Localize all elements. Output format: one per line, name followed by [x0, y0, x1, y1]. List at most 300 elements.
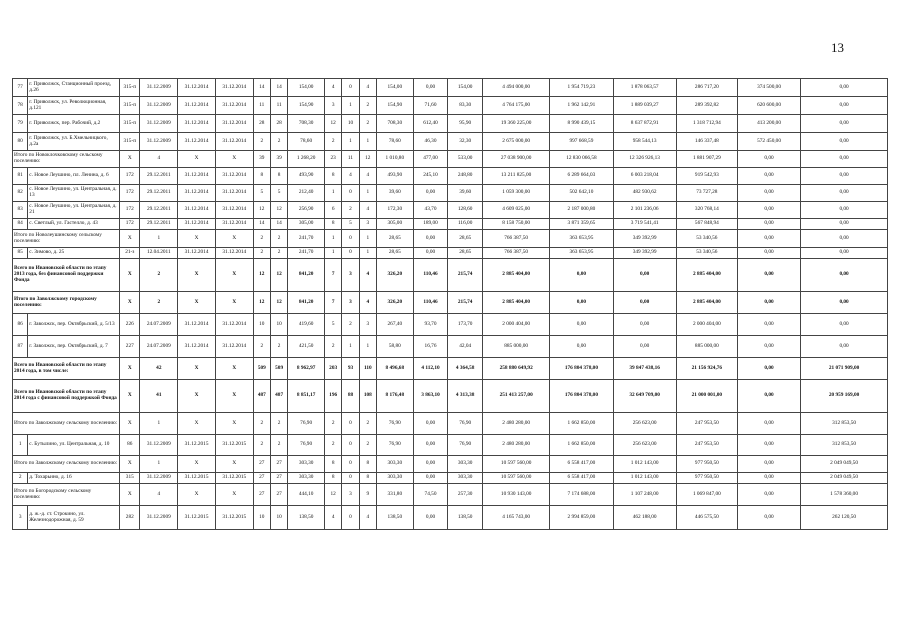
- table-cell: 176 804 378,00: [550, 380, 613, 413]
- total-row: [13, 358, 888, 380]
- table-cell: 572 450,00: [737, 133, 800, 151]
- table-cell: 31.12.2014: [215, 314, 253, 336]
- table-cell: 958 544,13: [613, 133, 676, 151]
- table-cell: д. ж.-д. ст. Строкино, ул. Железнодорожная, д. 59: [28, 506, 120, 530]
- table-row: [13, 336, 888, 358]
- table-cell: 138,50: [448, 506, 483, 530]
- table-cell: 31.12.2014: [215, 202, 253, 219]
- table-cell: 567 848,94: [676, 219, 737, 230]
- table-cell: 78,60: [376, 133, 413, 151]
- table-cell: 28: [270, 115, 287, 133]
- table-cell: 31.12.2015: [215, 435, 253, 456]
- table-cell: 0,00: [413, 79, 448, 97]
- table-cell: 13 211 825,00: [483, 168, 550, 185]
- table-cell: 87: [13, 336, 28, 358]
- table-row: [13, 219, 888, 230]
- table-cell: 21-з: [120, 248, 140, 259]
- table-cell: 12.04.2011: [140, 248, 178, 259]
- table-cell: 88: [342, 380, 359, 413]
- table-cell: 286 717,20: [676, 79, 737, 97]
- table-cell: 172: [120, 168, 140, 185]
- table-cell: 73 727,28: [676, 185, 737, 202]
- table-cell: 215,74: [448, 292, 483, 314]
- table-cell: Итого по Новолеушинскому сельскому поселению:: [13, 230, 120, 248]
- table-cell: 1 059 300,00: [483, 185, 550, 202]
- table-cell: 12: [324, 115, 341, 133]
- table-cell: 154,00: [376, 79, 413, 97]
- table-cell: 0,00: [801, 248, 888, 259]
- table-cell: 509: [253, 358, 270, 380]
- table-cell: 43,70: [413, 202, 448, 219]
- table-cell: 2 994 859,00: [550, 506, 613, 530]
- table-cell: 4 313,38: [448, 380, 483, 413]
- table-cell: 0,00: [737, 380, 800, 413]
- table-cell: 16,76: [413, 336, 448, 358]
- table-cell: 3: [342, 259, 359, 292]
- table-cell: 2: [270, 435, 287, 456]
- table-cell: 303,30: [288, 473, 325, 484]
- table-cell: 31.12.2015: [178, 473, 216, 484]
- table-cell: 6: [324, 202, 341, 219]
- table-cell: 0,00: [801, 292, 888, 314]
- table-cell: 0,00: [550, 314, 613, 336]
- table-cell: 0,00: [801, 336, 888, 358]
- table-cell: 12: [253, 259, 270, 292]
- table-cell: 0,00: [737, 248, 800, 259]
- table-cell: 7 174 688,00: [550, 484, 613, 506]
- table-cell: 2: [359, 435, 376, 456]
- table-cell: 31.12.2014: [178, 168, 216, 185]
- table-cell: 331,80: [376, 484, 413, 506]
- table-cell: 708,30: [288, 115, 325, 133]
- table-cell: 10: [253, 314, 270, 336]
- table-cell: 138,50: [376, 506, 413, 530]
- table-cell: 21 156 924,76: [676, 358, 737, 380]
- table-cell: 502 642,10: [550, 185, 613, 202]
- table-cell: 12 830 066,58: [550, 151, 613, 168]
- table-cell: 919 542,93: [676, 168, 737, 185]
- table-cell: 12: [253, 292, 270, 314]
- table-cell: 708,30: [376, 115, 413, 133]
- table-cell: 0,00: [737, 358, 800, 380]
- table-cell: 2 885 404,00: [676, 259, 737, 292]
- table-cell: 31.12.2009: [140, 115, 178, 133]
- table-cell: 0: [342, 473, 359, 484]
- table-cell: 326,20: [376, 292, 413, 314]
- table-row: [13, 506, 888, 530]
- table-cell: 0,00: [613, 259, 676, 292]
- table-cell: 0,00: [801, 314, 888, 336]
- table-cell: 2: [253, 336, 270, 358]
- table-cell: 31.12.2009: [140, 133, 178, 151]
- table-cell: 8 851,17: [288, 380, 325, 413]
- table-cell: 0,00: [737, 484, 800, 506]
- table-cell: X: [120, 413, 140, 435]
- table-cell: 0,00: [737, 456, 800, 473]
- table-cell: 31.12.2015: [215, 506, 253, 530]
- table-cell: 39: [270, 151, 287, 168]
- table-cell: с. Светлый, ул. Гастелло, д. 43: [28, 219, 120, 230]
- table-cell: 8 496,68: [376, 358, 413, 380]
- table-cell: 31.12.2014: [215, 133, 253, 151]
- table-cell: 8: [253, 168, 270, 185]
- table-cell: 1 069 847,00: [676, 484, 737, 506]
- table-cell: 6 003 218,04: [613, 168, 676, 185]
- table-cell: 0,00: [737, 168, 800, 185]
- table-cell: 315-п: [120, 115, 140, 133]
- table-row: [13, 435, 888, 456]
- table-cell: 11: [342, 151, 359, 168]
- table-cell: 1: [359, 133, 376, 151]
- table-cell: 3 871 359,65: [550, 219, 613, 230]
- table-cell: 4: [359, 506, 376, 530]
- table-cell: 27: [253, 456, 270, 473]
- table-cell: 31.12.2014: [178, 202, 216, 219]
- table-cell: 2: [140, 259, 178, 292]
- table-cell: Итого по Заволжскому городскому поселению:: [13, 292, 120, 314]
- subtotal-row: [13, 484, 888, 506]
- table-cell: X: [178, 259, 216, 292]
- table-cell: с. Новое Леушино, ул. Центральная, д. 21: [28, 202, 120, 219]
- table-cell: 4 764 175,00: [483, 97, 550, 115]
- table-cell: 997 668,59: [550, 133, 613, 151]
- table-cell: 241,70: [288, 248, 325, 259]
- subtotal-row: [13, 230, 888, 248]
- table-cell: 12: [324, 484, 341, 506]
- table-cell: Всего по Ивановской области по этапу 2013 года, без финансовой поддержки Фонда: [13, 259, 120, 292]
- table-cell: 509: [270, 358, 287, 380]
- table-cell: 1 962 142,91: [550, 97, 613, 115]
- table-cell: 0,00: [801, 133, 888, 151]
- table-cell: 289 392,82: [676, 97, 737, 115]
- table-cell: 2: [270, 413, 287, 435]
- table-cell: 3 719 541,41: [613, 219, 676, 230]
- table-cell: 885 000,00: [676, 336, 737, 358]
- table-cell: 363 653,95: [550, 230, 613, 248]
- table-cell: 1: [342, 97, 359, 115]
- table-cell: 14: [270, 79, 287, 97]
- table-cell: 31.12.2014: [178, 248, 216, 259]
- table-cell: 0,00: [737, 292, 800, 314]
- table-cell: 0,00: [413, 435, 448, 456]
- table-cell: 8: [324, 168, 341, 185]
- table-cell: г. Заволжск, пер. Октябрьский, д. 5/13: [28, 314, 120, 336]
- table-cell: 320 768,14: [676, 202, 737, 219]
- table-cell: 374 500,00: [737, 79, 800, 97]
- table-cell: 315-п: [120, 79, 140, 97]
- table-cell: 8 962,97: [288, 358, 325, 380]
- table-cell: 241,70: [288, 230, 325, 248]
- table-cell: 9: [359, 484, 376, 506]
- table-cell: 1: [359, 336, 376, 358]
- table-cell: 172: [120, 219, 140, 230]
- table-cell: Итого по Богородскому сельскому поселению:: [13, 484, 120, 506]
- table-cell: 8: [324, 456, 341, 473]
- table-cell: 0,00: [737, 219, 800, 230]
- table-cell: 29.12.2011: [140, 219, 178, 230]
- table-cell: 256,90: [288, 202, 325, 219]
- table-cell: 116,00: [448, 219, 483, 230]
- table-cell: X: [215, 456, 253, 473]
- table-cell: 110: [359, 358, 376, 380]
- table-cell: 83: [13, 202, 28, 219]
- table-cell: 5: [324, 314, 341, 336]
- table-cell: 363 653,95: [550, 248, 613, 259]
- table-cell: 31.12.2014: [215, 79, 253, 97]
- table-cell: 4 609 025,00: [483, 202, 550, 219]
- table-cell: 4: [140, 484, 178, 506]
- table-cell: 82: [13, 185, 28, 202]
- table-cell: 14: [253, 219, 270, 230]
- table-cell: 19 360 225,00: [483, 115, 550, 133]
- table-cell: 612,40: [413, 115, 448, 133]
- table-cell: X: [178, 456, 216, 473]
- table-cell: 2: [270, 336, 287, 358]
- table-cell: 108: [359, 380, 376, 413]
- table-cell: 172: [120, 185, 140, 202]
- table-cell: 3 863,10: [413, 380, 448, 413]
- table-cell: 203: [324, 358, 341, 380]
- table-cell: 5: [270, 185, 287, 202]
- table-cell: 2 675 000,00: [483, 133, 550, 151]
- table-cell: 315-п: [120, 133, 140, 151]
- table-cell: 8: [359, 456, 376, 473]
- table-cell: X: [120, 230, 140, 248]
- table-cell: 85: [13, 248, 28, 259]
- table-cell: 0,00: [550, 259, 613, 292]
- table-cell: 0,00: [801, 168, 888, 185]
- table-cell: 282: [120, 506, 140, 530]
- table-cell: 2: [270, 133, 287, 151]
- table-cell: 27: [270, 473, 287, 484]
- table-cell: 2: [359, 97, 376, 115]
- table-cell: 31.12.2009: [140, 79, 178, 97]
- table-cell: 31.12.2014: [215, 248, 253, 259]
- table-cell: X: [120, 151, 140, 168]
- table-cell: 27: [253, 484, 270, 506]
- table-cell: 841,20: [288, 259, 325, 292]
- table-cell: 21 071 909,00: [801, 358, 888, 380]
- table-cell: 0,00: [801, 79, 888, 97]
- table-cell: 154,90: [376, 97, 413, 115]
- table-cell: 4: [359, 292, 376, 314]
- table-cell: 0: [342, 506, 359, 530]
- table-cell: 31.12.2014: [215, 168, 253, 185]
- table-cell: 349 392,99: [613, 230, 676, 248]
- table-cell: 28,65: [376, 248, 413, 259]
- table-cell: 841,20: [288, 292, 325, 314]
- table-cell: 39,60: [448, 185, 483, 202]
- table-cell: 95,90: [448, 115, 483, 133]
- table-cell: 4: [359, 202, 376, 219]
- table-cell: 0,00: [413, 456, 448, 473]
- table-cell: 84: [13, 219, 28, 230]
- table-cell: 32 649 709,00: [613, 380, 676, 413]
- table-cell: 885 000,00: [483, 336, 550, 358]
- table-cell: 27: [253, 473, 270, 484]
- table-cell: 1: [140, 456, 178, 473]
- total-row: [13, 292, 888, 314]
- table-cell: 2 187 000,80: [550, 202, 613, 219]
- table-cell: 6 558 417,00: [550, 473, 613, 484]
- subtotal-row: [13, 456, 888, 473]
- table-cell: 0,00: [737, 230, 800, 248]
- table-cell: 2 101 236,06: [613, 202, 676, 219]
- table-cell: 0,00: [737, 259, 800, 292]
- table-cell: 31.12.2014: [178, 185, 216, 202]
- table-cell: 1: [140, 413, 178, 435]
- table-cell: 10: [342, 115, 359, 133]
- table-cell: Всего по Ивановской области по этапу 2014 года с финансовой поддержкой Фонда: [13, 380, 120, 413]
- table-cell: 413 200,00: [737, 115, 800, 133]
- table-cell: 766 387,50: [483, 248, 550, 259]
- table-cell: 29.12.2011: [140, 168, 178, 185]
- table-cell: X: [215, 484, 253, 506]
- table-cell: 3: [342, 292, 359, 314]
- table-cell: 446 575,50: [676, 506, 737, 530]
- table-cell: 257,30: [448, 484, 483, 506]
- table-cell: 258 880 649,92: [483, 358, 550, 380]
- table-cell: 2: [13, 473, 28, 484]
- table-cell: 41: [140, 380, 178, 413]
- table-cell: 262 120,50: [801, 506, 888, 530]
- table-cell: 315-п: [120, 97, 140, 115]
- table-row: [13, 314, 888, 336]
- table-cell: 1: [359, 185, 376, 202]
- table-cell: 0,00: [737, 506, 800, 530]
- table-cell: г. Заволжск, пер. Октябрьский, д. 7: [28, 336, 120, 358]
- table-cell: 11: [253, 97, 270, 115]
- table-cell: 110,46: [413, 259, 448, 292]
- table-cell: 4 364,58: [448, 358, 483, 380]
- table-cell: 0,00: [801, 259, 888, 292]
- table-cell: 81: [13, 168, 28, 185]
- table-cell: 462 188,00: [613, 506, 676, 530]
- table-cell: 4: [359, 168, 376, 185]
- table-cell: 189,00: [413, 219, 448, 230]
- table-cell: 2: [253, 435, 270, 456]
- table-cell: 1 878 063,57: [613, 79, 676, 97]
- table-cell: 2 000 404,00: [676, 314, 737, 336]
- table-cell: 247 953,50: [676, 435, 737, 456]
- table-cell: 0: [342, 230, 359, 248]
- table-cell: 0,00: [801, 202, 888, 219]
- table-cell: 2 885 404,00: [483, 292, 550, 314]
- table-cell: 86: [13, 314, 28, 336]
- table-cell: 12 326 926,13: [613, 151, 676, 168]
- table-cell: 27 038 900,00: [483, 151, 550, 168]
- table-cell: 176 804 378,00: [550, 358, 613, 380]
- table-cell: X: [178, 380, 216, 413]
- table-cell: 1 662 850,00: [550, 413, 613, 435]
- table-cell: 6 289 664,03: [550, 168, 613, 185]
- table-cell: 29.12.2011: [140, 185, 178, 202]
- table-cell: г. Приволжск, ул. Б.Хмельницкого, д.2а: [28, 133, 120, 151]
- table-cell: X: [215, 358, 253, 380]
- table-cell: 1: [359, 230, 376, 248]
- table-cell: 2: [253, 248, 270, 259]
- table-cell: 1: [342, 133, 359, 151]
- table-cell: 493,90: [376, 168, 413, 185]
- table-cell: 46,30: [413, 133, 448, 151]
- table-cell: X: [178, 358, 216, 380]
- table-cell: 4: [342, 168, 359, 185]
- table-cell: 10: [253, 506, 270, 530]
- table-cell: 110,46: [413, 292, 448, 314]
- table-cell: 493,90: [288, 168, 325, 185]
- table-cell: 4: [359, 79, 376, 97]
- table-cell: 2 049 049,50: [801, 456, 888, 473]
- table-cell: 477,00: [413, 151, 448, 168]
- table-row: [13, 79, 888, 97]
- table-cell: 8: [324, 219, 341, 230]
- table-cell: X: [120, 484, 140, 506]
- table-cell: 248,80: [448, 168, 483, 185]
- table-cell: 128,60: [448, 202, 483, 219]
- table-cell: 74,50: [413, 484, 448, 506]
- table-cell: 419,60: [288, 314, 325, 336]
- table-cell: X: [215, 151, 253, 168]
- table-cell: 12: [270, 202, 287, 219]
- table-cell: 14: [253, 79, 270, 97]
- table-cell: 349 392,99: [613, 248, 676, 259]
- table-cell: Итого по Заволжскому сельскому поселению:: [13, 456, 120, 473]
- table-cell: 1 010,80: [376, 151, 413, 168]
- table-cell: X: [120, 380, 140, 413]
- total-row: [13, 259, 888, 292]
- table-cell: 0,00: [737, 336, 800, 358]
- table-cell: X: [215, 259, 253, 292]
- table-cell: 8: [270, 168, 287, 185]
- table-cell: 0: [342, 248, 359, 259]
- table-cell: 3: [324, 97, 341, 115]
- table-cell: 1 889 039,27: [613, 97, 676, 115]
- table-cell: 2: [324, 413, 341, 435]
- table-cell: 7: [324, 259, 341, 292]
- table-cell: г. Приволжск, Станционный проезд, д.26: [28, 79, 120, 97]
- table-cell: 172,30: [376, 202, 413, 219]
- table-cell: 1: [140, 230, 178, 248]
- table-cell: 0,00: [801, 230, 888, 248]
- table-cell: 421,50: [288, 336, 325, 358]
- table-cell: 31.12.2014: [215, 336, 253, 358]
- table-cell: 2 049 049,50: [801, 473, 888, 484]
- table-cell: 14: [270, 219, 287, 230]
- table-cell: 58,80: [376, 336, 413, 358]
- table-cell: 2: [253, 413, 270, 435]
- table-cell: 8 637 872,91: [613, 115, 676, 133]
- table-cell: 4: [359, 259, 376, 292]
- table-cell: 2 480 280,00: [483, 435, 550, 456]
- table-cell: 0,00: [550, 292, 613, 314]
- table-cell: 0,00: [801, 97, 888, 115]
- table-cell: 303,30: [288, 456, 325, 473]
- table-cell: 487: [253, 380, 270, 413]
- table-cell: X: [215, 292, 253, 314]
- table-cell: X: [120, 456, 140, 473]
- table-cell: X: [120, 259, 140, 292]
- table-cell: 31.12.2014: [178, 133, 216, 151]
- table-cell: 0: [342, 413, 359, 435]
- table-cell: 4: [324, 79, 341, 97]
- table-cell: 8 158 750,00: [483, 219, 550, 230]
- table-cell: 977 950,50: [676, 473, 737, 484]
- table-cell: X: [178, 484, 216, 506]
- table-row: [13, 133, 888, 151]
- table-cell: 0,00: [413, 185, 448, 202]
- table-cell: 10: [270, 314, 287, 336]
- table-cell: 154,90: [288, 97, 325, 115]
